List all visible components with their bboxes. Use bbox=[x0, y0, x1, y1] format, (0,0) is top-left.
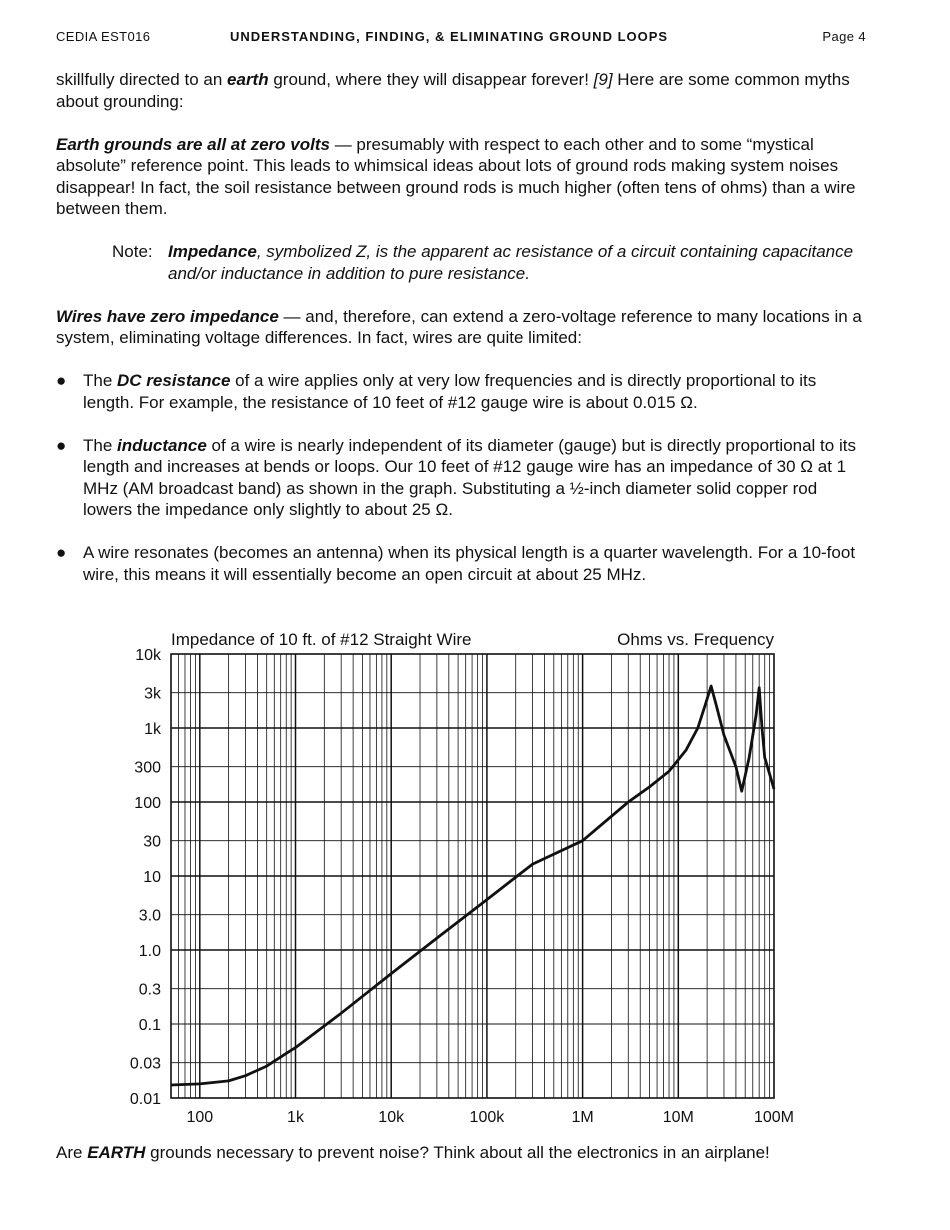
impedance-chart bbox=[120, 620, 800, 1130]
y-tick-label: 10k bbox=[135, 647, 161, 664]
y-tick-label: 3k bbox=[144, 685, 161, 703]
myth-heading: Earth grounds are all at zero volts bbox=[56, 134, 330, 154]
chart-title: Impedance of 10 ft. of #12 Straight Wire bbox=[171, 630, 472, 649]
intro-paragraph: skillfully directed to an earth ground, where they will disappear forever! [9] Here are some common myths about grounding: bbox=[56, 70, 850, 111]
y-tick-label: 1k bbox=[144, 721, 161, 738]
bullet-icon: ● bbox=[56, 543, 67, 562]
y-tick-label: 10 bbox=[143, 869, 161, 886]
list-item: ● The inductance of a wire is nearly independent of its diameter (gauge) but is directly proportional to its length and increases at bends or loops. Our 10 feet of #12 gauge wire has an impedance of 30 Ω at 1 MHz (AM broadcast band) as shown in the graph. Substituting a ½-inch diameter solid copper rod lowers the impedance only slightly to about 25 Ω. bbox=[56, 435, 856, 519]
earth-emphasis: earth bbox=[227, 70, 269, 89]
y-tick-label: 100 bbox=[134, 795, 161, 812]
document-title: UNDERSTANDING, FINDING, & ELIMINATING GROUND LOOPS bbox=[230, 29, 669, 44]
x-tick-label: 100 bbox=[186, 1109, 214, 1126]
x-tick-label: 100k bbox=[469, 1109, 505, 1126]
x-tick-label: 1k bbox=[287, 1109, 304, 1126]
impedance-note bbox=[112, 241, 871, 284]
bullet-icon: ● bbox=[56, 371, 67, 390]
note-text: Impedance, symbolized Z, is the apparent ac resistance of a circuit containing capacitance and/or inductance in addition to pure resistance. bbox=[168, 242, 854, 283]
impedance-series-line bbox=[171, 686, 774, 1085]
x-tick-label: 1M bbox=[571, 1109, 594, 1126]
note-label: Note: bbox=[112, 242, 153, 261]
list-item: ● A wire resonates (becomes an antenna) when its physical length is a quarter wavelength. For a 10-foot wire, this means it will essentially become an open circuit at about 25 MHz. bbox=[56, 543, 856, 584]
y-tick-label: 1.0 bbox=[138, 943, 161, 960]
y-tick-label: 30 bbox=[143, 833, 161, 851]
closing-question: Are EARTH grounds necessary to prevent noise? Think about all the electronics in an airplane! bbox=[56, 1143, 770, 1162]
y-tick-label: 0.1 bbox=[138, 1017, 161, 1034]
document-id: CEDIA EST016 bbox=[56, 29, 151, 44]
earth-emphasis: EARTH bbox=[87, 1143, 146, 1162]
y-tick-label: 0.03 bbox=[129, 1055, 161, 1073]
impedance-chart-svg bbox=[120, 620, 800, 1130]
bullet-icon: ● bbox=[56, 435, 67, 455]
wire-limits-list bbox=[56, 370, 871, 585]
page-header bbox=[56, 29, 866, 47]
page-body bbox=[56, 69, 871, 607]
reference-citation: [9] bbox=[593, 70, 613, 89]
myth-wire-impedance: Wires have zero impedance — and, therefore, can extend a zero-voltage reference to many locations in a system, eliminating voltage differences. In fact, wires are quite limited: bbox=[56, 306, 862, 347]
chart-subtitle: Ohms vs. Frequency bbox=[617, 630, 774, 649]
y-tick-label: 0.3 bbox=[138, 981, 161, 999]
y-tick-label: 3.0 bbox=[138, 907, 161, 925]
myth-heading: Wires have zero impedance bbox=[56, 306, 279, 326]
y-tick-label: 300 bbox=[134, 759, 161, 777]
myth-earth-grounds: Earth grounds are all at zero volts — presumably with respect to each other and to some “mystical absolute” reference point. This leads to whimsical ideas about lots of ground rods making system noises disappear! In fact, the soil resistance between ground rods is much higher (often tens of ohms) than a wire between them. bbox=[56, 134, 856, 218]
x-tick-label: 100M bbox=[753, 1109, 795, 1126]
list-item: ● The DC resistance of a wire applies only at very low frequencies and is directly proportional to its length. For example, the resistance of 10 feet of #12 gauge wire is about 0.015 Ω. bbox=[56, 371, 817, 412]
y-tick-label: 0.01 bbox=[129, 1091, 161, 1108]
page-number: Page 4 bbox=[822, 29, 866, 44]
x-tick-label: 10M bbox=[662, 1109, 694, 1126]
x-tick-label: 10k bbox=[378, 1109, 405, 1126]
